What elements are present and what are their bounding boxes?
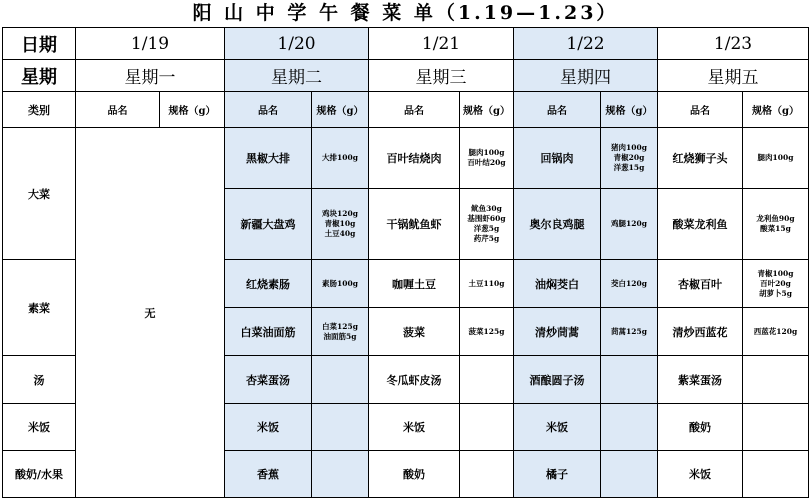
spec-cell: [312, 451, 369, 498]
spec-header: 规格（g）: [460, 92, 514, 128]
date-cell: 1/22: [514, 28, 658, 60]
dish-cell: 白菜油面筋: [225, 308, 312, 356]
dish-cell: 新疆大盘鸡: [225, 189, 312, 260]
dish-cell: 红烧素肠: [225, 260, 312, 308]
spec-cell: 鱿鱼30g 基围虾60g 洋葱5g 药芹5g: [460, 189, 514, 260]
spec-cell: 菠菜125g: [460, 308, 514, 356]
weekday-cell: 星期二: [225, 60, 369, 92]
spec-cell: 青椒100g 百叶20g 胡萝卜5g: [743, 260, 809, 308]
date-cell: 1/23: [658, 28, 809, 60]
dish-cell: 奥尔良鸡腿: [514, 189, 601, 260]
spec-cell: [743, 356, 809, 404]
date-label: 日期: [3, 28, 76, 60]
category-yogurt-fruit: 酸奶/水果: [3, 451, 76, 498]
date-row: [3, 28, 809, 60]
spec-header: 规格（g）: [160, 92, 225, 128]
dish-cell: 杏椒百叶: [658, 260, 743, 308]
spec-cell: 腿肉100g: [743, 128, 809, 189]
date-cell: 1/21: [369, 28, 514, 60]
spec-cell: 土豆110g: [460, 260, 514, 308]
dish-cell: 百叶结烧肉: [369, 128, 460, 189]
spec-cell: [460, 451, 514, 498]
dish-cell: 黑椒大排: [225, 128, 312, 189]
spec-cell: [460, 356, 514, 404]
dish-cell: 菠菜: [369, 308, 460, 356]
dish-cell: 酒酿圆子汤: [514, 356, 601, 404]
lunch-menu-table: [2, 27, 809, 498]
weekday-label: 星期: [3, 60, 76, 92]
spec-cell: [601, 356, 658, 404]
spec-cell: [460, 404, 514, 451]
dish-cell: 咖喱土豆: [369, 260, 460, 308]
category-vegetable: 素菜: [3, 260, 76, 356]
spec-cell: 茭白120g: [601, 260, 658, 308]
page-title: 阳 山 中 学 午 餐 菜 单（1.19—1.23）: [192, 2, 619, 24]
dish-cell: 米饭: [514, 404, 601, 451]
dish-cell: 香蕉: [225, 451, 312, 498]
category-soup: 汤: [3, 356, 76, 404]
table-row: [3, 128, 809, 189]
dish-header: 品名: [369, 92, 460, 128]
spec-cell: 鸡块120g 青椒10g 土豆40g: [312, 189, 369, 260]
spec-cell: 龙利鱼90g 酸菜15g: [743, 189, 809, 260]
dish-cell: 米饭: [369, 404, 460, 451]
dish-cell: 清炒茼蒿: [514, 308, 601, 356]
category-rice: 米饭: [3, 404, 76, 451]
weekday-cell: 星期五: [658, 60, 809, 92]
dish-cell: 红烧狮子头: [658, 128, 743, 189]
dish-header: 品名: [658, 92, 743, 128]
dish-cell: 油焖茭白: [514, 260, 601, 308]
date-cell: 1/20: [225, 28, 369, 60]
dish-cell: 紫菜蛋汤: [658, 356, 743, 404]
dish-header: 品名: [514, 92, 601, 128]
spec-cell: 腿肉100g 百叶结20g: [460, 128, 514, 189]
dish-cell: 酸菜龙利鱼: [658, 189, 743, 260]
spec-cell: 鸡腿120g: [601, 189, 658, 260]
spec-header: 规格（g）: [312, 92, 369, 128]
dish-cell: 米饭: [225, 404, 312, 451]
dish-cell: 冬瓜虾皮汤: [369, 356, 460, 404]
spec-cell: [601, 451, 658, 498]
dish-cell: 杏菜蛋汤: [225, 356, 312, 404]
weekday-row: [3, 60, 809, 92]
weekday-cell: 星期三: [369, 60, 514, 92]
dish-cell: 清炒西蓝花: [658, 308, 743, 356]
dish-header: 品名: [225, 92, 312, 128]
spec-cell: [312, 356, 369, 404]
date-cell: 1/19: [76, 28, 225, 60]
spec-cell: 茼蒿125g: [601, 308, 658, 356]
spec-cell: [743, 404, 809, 451]
spec-cell: 猪肉100g 青椒20g 洋葱15g: [601, 128, 658, 189]
dish-cell: 米饭: [658, 451, 743, 498]
weekday-cell: 星期四: [514, 60, 658, 92]
spec-cell: 大排100g: [312, 128, 369, 189]
dish-cell: 酸奶: [369, 451, 460, 498]
spec-cell: 白菜125g 油面筋5g: [312, 308, 369, 356]
spec-cell: 素肠100g: [312, 260, 369, 308]
spec-cell: [743, 451, 809, 498]
spec-cell: 西蓝花120g: [743, 308, 809, 356]
weekday-cell: 星期一: [76, 60, 225, 92]
category-big-dish: 大菜: [3, 128, 76, 260]
category-header: 类别: [3, 92, 76, 128]
header-row: [3, 92, 809, 128]
dish-cell: 回锅肉: [514, 128, 601, 189]
spec-header: 规格（g）: [743, 92, 809, 128]
monday-none: 无: [76, 128, 225, 498]
dish-header: 品名: [76, 92, 160, 128]
dish-cell: 酸奶: [658, 404, 743, 451]
dish-cell: 橘子: [514, 451, 601, 498]
spec-header: 规格（g）: [601, 92, 658, 128]
dish-cell: 干锅鱿鱼虾: [369, 189, 460, 260]
spec-cell: [601, 404, 658, 451]
spec-cell: [312, 404, 369, 451]
